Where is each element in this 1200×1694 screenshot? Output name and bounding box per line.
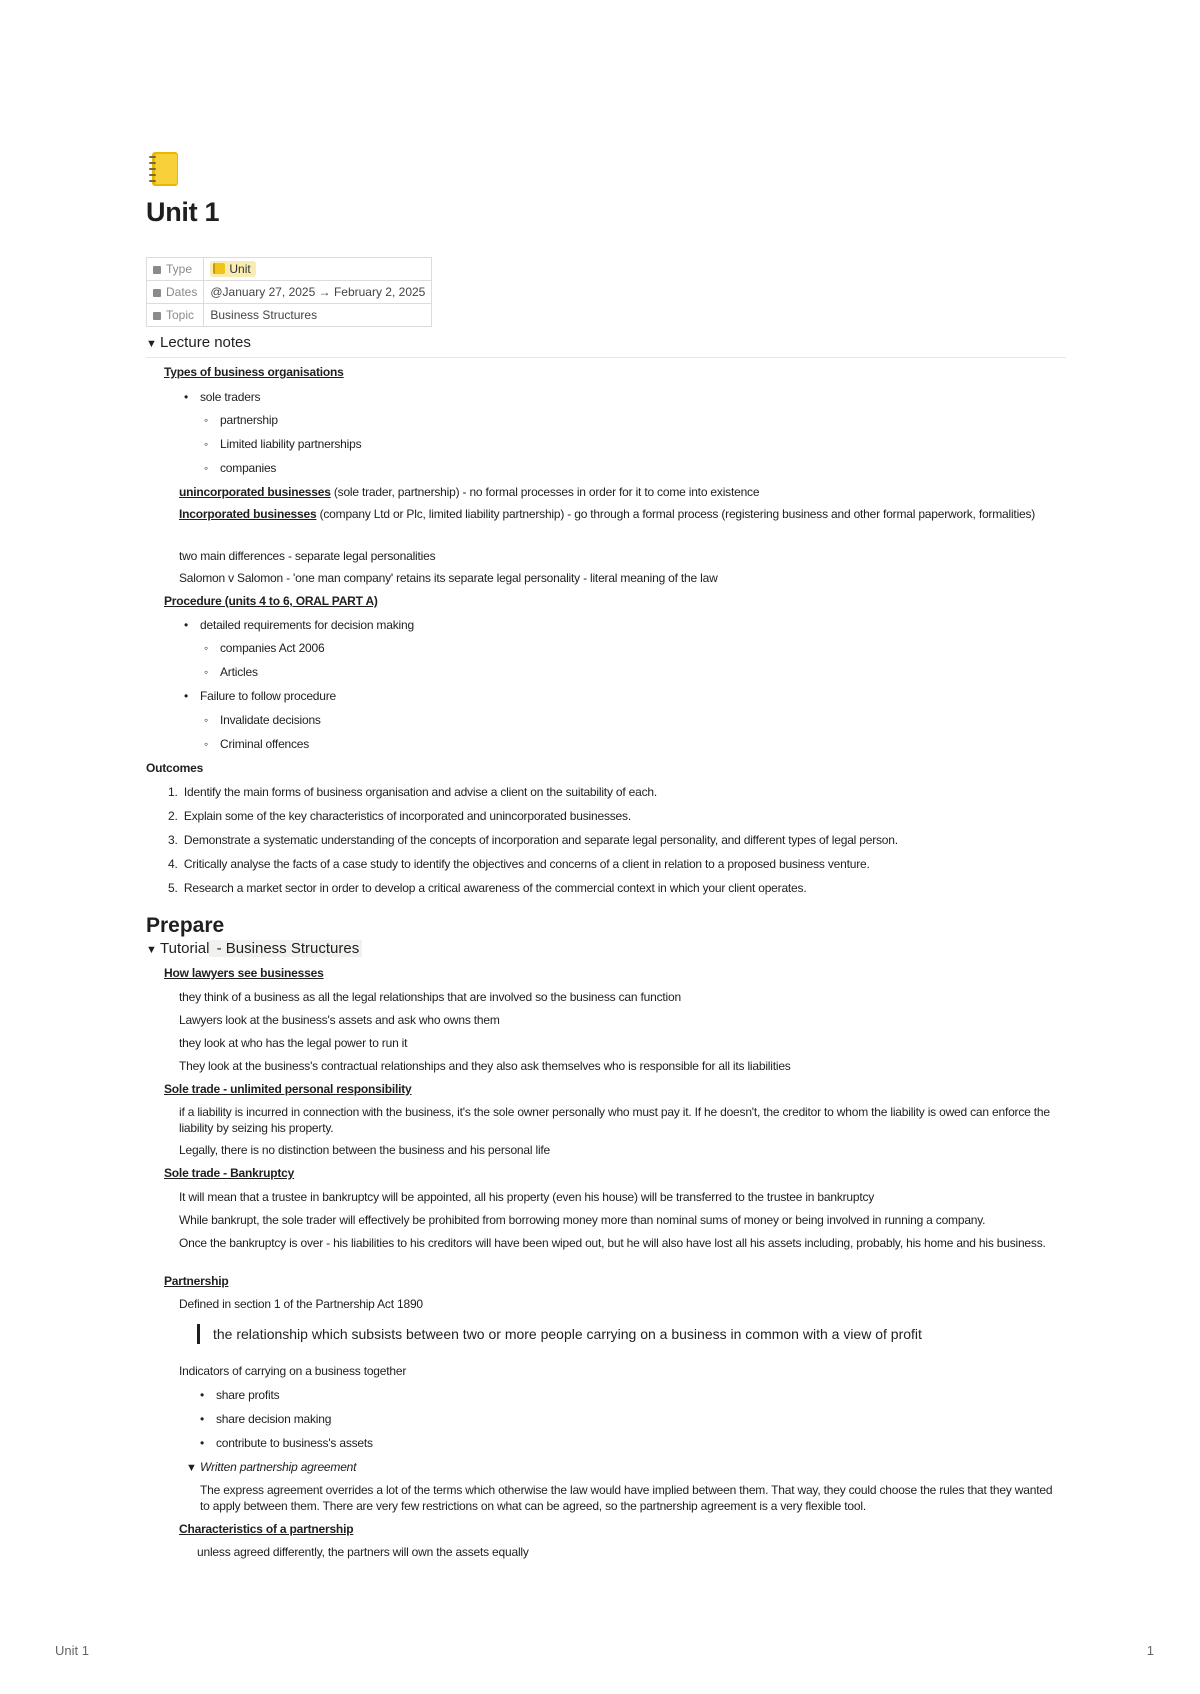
list-item: • share profits [216,1388,279,1402]
triangle-down-icon: ▼ [186,1462,197,1474]
list-item: ◦ Limited liability partnerships [220,437,361,451]
property-row-type [147,258,432,281]
list-item: • detailed requirements for decision making [200,618,414,632]
list-item: • sole traders [200,390,260,404]
toggle-label: Lecture notes [160,334,251,351]
outcome-item: 5. Research a market sector in order to develop a critical awareness of the commercial context in which your client operates. [168,881,807,895]
written-agreement-toggle[interactable] [186,1460,356,1474]
type-tag[interactable] [210,261,255,277]
paragraph: they look at who has the legal power to run it [179,1036,408,1050]
list-item: ◦ companies Act 2006 [220,641,324,655]
unincorporated-text: (sole trader, partnership) - no formal processes in order for it to come into existence [330,485,760,499]
list-item: ◦ Articles [220,665,258,679]
procedure-heading: Procedure (units 4 to 6, ORAL PART A) [164,594,378,608]
property-key: Dates [166,285,198,299]
paragraph: The express agreement overrides a lot of the terms which otherwise the law would have implied between them. That way, they could choose the rules that they wanted to apply between them. There are very few restrictions on what can be agreed, so the partnership agreement is a very flexible tool. [200,1483,1053,1513]
divider [146,357,1066,358]
list-item: ◦ Criminal offences [220,737,309,751]
list-item: • contribute to business's assets [216,1436,373,1450]
type-value: Unit [229,262,251,276]
property-row-dates [147,281,432,304]
property-row-topic [147,304,432,327]
paragraph: if a liability is incurred in connection with the business, it's the sole owner personally who must pay it. If he doesn't, the creditor to whom the liability is owed can enforce the liability by seizing his property. [179,1105,1050,1135]
salomon-line: Salomon v Salomon - 'one man company' retains its separate legal personality - literal meaning of the law [179,571,718,585]
notebook-icon [146,150,182,190]
paragraph: While bankrupt, the sole trader will effectively be prohibited from borrowing money more than nominal sums of money or being involved in running a company. [179,1213,986,1227]
footer-title: Unit 1 [55,1643,89,1658]
topic-value[interactable]: Business Structures [204,304,432,327]
lecture-notes-toggle[interactable] [146,334,251,352]
tutorial-title: - Business Structures [209,940,362,957]
incorporated-text: (company Ltd or Plc, limited liability partnership) - go through a formal process (registering business and other formal paperwork, formalities) [316,507,1036,521]
property-key: Type [166,262,193,276]
tutorial-toggle[interactable] [146,940,362,958]
paragraph: Legally, there is no distinction between the business and his personal life [179,1143,551,1157]
list-item: • Failure to follow procedure [200,689,336,703]
list-item: ◦ Invalidate decisions [220,713,321,727]
dates-value[interactable]: @January 27, 2025 → February 2, 2025 [204,281,432,304]
incorporated-label: Incorporated businesses [179,507,317,521]
outcome-item: 1. Identify the main forms of business organisation and advise a client on the suitability of each. [168,785,657,799]
how-heading: How lawyers see businesses [164,966,324,980]
paragraph: Defined in section 1 of the Partnership Act 1890 [179,1297,423,1311]
unincorporated-label: unincorporated businesses [179,485,331,499]
page-number: 1 [1146,1643,1154,1658]
toggle-label: Written partnership agreement [200,1460,357,1474]
paragraph: Lawyers look at the business's assets and ask who owns them [179,1013,500,1027]
paragraph: unless agreed differently, the partners will own the assets equally [197,1545,529,1559]
paragraph: they think of a business as all the legal relationships that are involved so the business can function [179,990,681,1004]
unincorporated-line [179,485,759,499]
properties-table [146,257,432,327]
type-property-icon [153,266,161,274]
quote-bar [197,1324,200,1344]
triangle-down-icon: ▼ [146,944,157,956]
quote: the relationship which subsists between two or more people carrying on a business in common with a view of profit [213,1326,922,1342]
types-heading: Types of business organisations [164,365,344,379]
bankruptcy-heading: Sole trade - Bankruptcy [164,1166,295,1180]
calendar-icon [153,289,161,297]
tag-icon [153,312,161,320]
partnership-heading: Partnership [164,1274,229,1288]
outcome-item: 2. Explain some of the key characteristics of incorporated and unincorporated businesses. [168,809,631,823]
incorporated-line [179,506,1059,522]
property-key: Topic [166,308,195,322]
list-item: • share decision making [216,1412,331,1426]
paragraph: Once the bankruptcy is over - his liabilities to his creditors will have been wiped out, but he will also have lost all his assets including, probably, his home and his business. [179,1236,1046,1250]
outcomes-heading: Outcomes [146,761,204,775]
two-main-line: two main differences - separate legal personalities [179,549,436,563]
page-title: Unit 1 [146,197,220,227]
tutorial-prefix: Tutorial [160,940,210,957]
paragraph: They look at the business's contractual relationships and they also ask themselves who is responsible for all its liabilities [179,1059,791,1073]
list-item: ◦ companies [220,461,276,475]
paragraph: Indicators of carrying on a business together [179,1364,407,1378]
list-item: ◦ partnership [220,413,278,427]
outcome-item: 3. Demonstrate a systematic understanding of the concepts of incorporation and separate legal personality, and different types of legal person. [168,833,898,847]
sole-unlimited-heading: Sole trade - unlimited personal responsibility [164,1082,412,1096]
prepare-heading: Prepare [146,914,225,937]
notebook-icon [213,263,225,274]
characteristics-heading: Characteristics of a partnership [179,1522,354,1536]
outcome-item: 4. Critically analyse the facts of a case study to identify the objectives and concerns of a client in relation to a proposed business venture. [168,857,870,871]
triangle-down-icon: ▼ [146,338,157,350]
paragraph: It will mean that a trustee in bankruptcy will be appointed, all his property (even his house) will be transferred to the trustee in bankruptcy [179,1190,875,1204]
